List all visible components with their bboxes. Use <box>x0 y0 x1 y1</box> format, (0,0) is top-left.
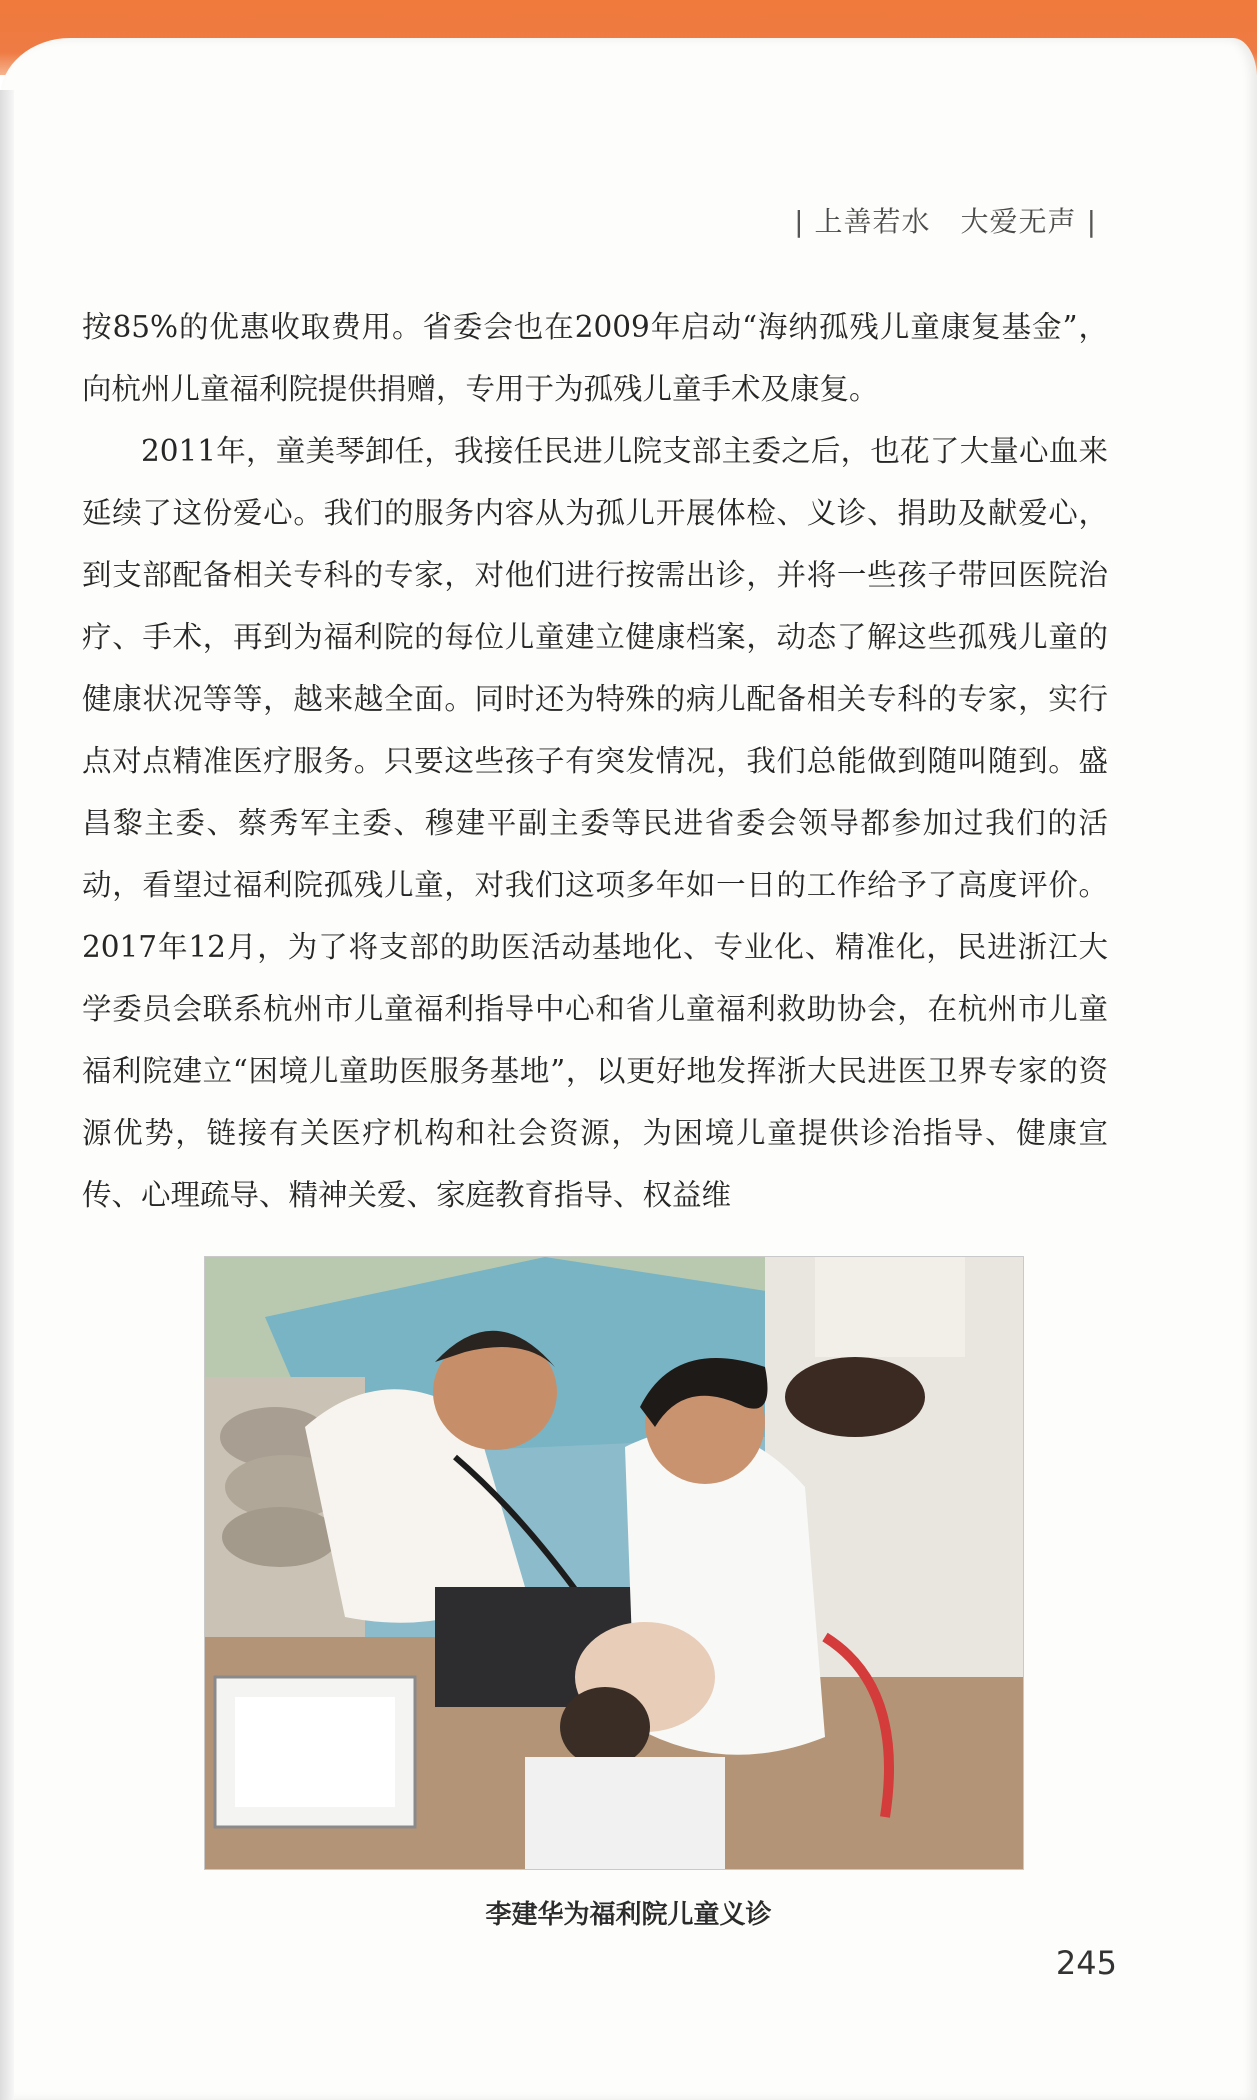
photo-doctor-examining-child <box>205 1257 1023 1869</box>
header-divider-left: | <box>794 205 805 238</box>
page-number: 245 <box>1055 1944 1117 1982</box>
figure-caption: 李建华为福利院儿童义诊 <box>485 1900 772 1930</box>
page-edge-shadow <box>0 90 14 2100</box>
body-text <box>82 296 1108 1226</box>
header-divider-right: | <box>1086 205 1097 238</box>
running-header <box>784 200 1107 240</box>
paragraph-1: 按85%的优惠收取费用。省委会也在2009年启动“海纳孤残儿童康复基金”，向杭州儿童福利院提供捐赠，专用于为孤残儿童手术及康复。 <box>82 310 1108 406</box>
photo-illustration <box>205 1257 1023 1869</box>
header-right-text: 大爱无声 <box>960 205 1077 238</box>
header-left-text: 上善若水 <box>814 205 931 238</box>
paragraph-2: 2011年，童美琴卸任，我接任民进儿院支部主委之后，也花了大量心血来延续了这份爱心。我们的服务内容从为孤儿开展体检、义诊、捐助及献爱心，到支部配备相关专科的专家，对他们进行按需出诊，并将一些孩子带回医院治疗、手术，再到为福利院的每位儿童建立健康档案，动态了解这些孤残儿童的健康状况等等，越来越全面。同时还为特殊的病儿配备相关专科的专家，实行点对点精准医疗服务。只要这些孩子有突发情况，我们总能做到随叫随到。盛昌黎主委、蔡秀军主委、穆建平副主委等民进省委会领导都参加过我们的活动，看望过福利院孤残儿童，对我们这项多年如一日的工作给予了高度评价。2017年12月，为了将支部的助医活动基地化、专业化、精准化，民进浙江大学委员会联系杭州市儿童福利指导中心和省儿童福利救助协会，在杭州市儿童福利院建立“困境儿童助医服务基地”，以更好地发挥浙大民进医卫界专家的资源优势，链接有关医疗机构和社会资源，为困境儿童提供诊治指导、健康宣传、心理疏导、精神关爱、家庭教育指导、权益维 <box>82 434 1108 1212</box>
